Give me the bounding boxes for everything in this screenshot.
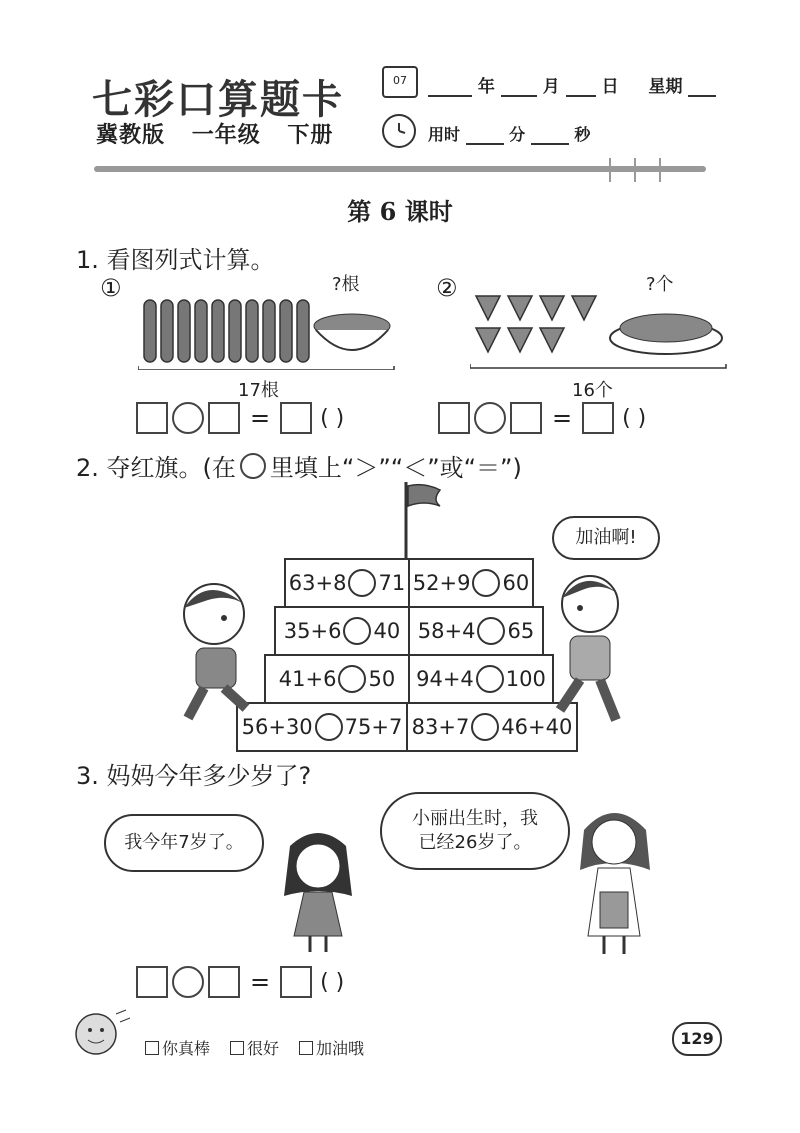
compare-circle[interactable] bbox=[472, 569, 500, 597]
q1-part2-total-label: 16个 bbox=[572, 380, 613, 401]
rating-option-keep-going[interactable]: 加油哦 bbox=[299, 1036, 364, 1059]
pyramid-tier-1 bbox=[284, 558, 534, 608]
compare-circle[interactable] bbox=[348, 569, 376, 597]
rating-option-great[interactable]: 你真棒 bbox=[145, 1036, 210, 1059]
q1-part1-marker: ① bbox=[100, 274, 122, 302]
time-minutes-label: 分 bbox=[509, 125, 526, 144]
circle-icon bbox=[240, 453, 266, 479]
unit-parenthesis[interactable]: ( ) bbox=[320, 405, 345, 431]
comparison-cell: 35+6 40 bbox=[283, 619, 401, 643]
mom-illustration bbox=[570, 800, 660, 960]
pyramid-tier-4 bbox=[236, 702, 578, 752]
comparison-cell: 56+30 75+7 bbox=[241, 715, 403, 739]
mom-speech-line1: 小丽出生时，我 bbox=[412, 808, 538, 829]
self-rating bbox=[145, 1036, 364, 1059]
compare-circle[interactable] bbox=[338, 665, 366, 693]
compare-circle[interactable] bbox=[476, 665, 504, 693]
mom-speech-bubble bbox=[380, 792, 570, 870]
unit-parenthesis[interactable]: ( ) bbox=[320, 969, 345, 995]
checkbox-icon[interactable] bbox=[145, 1041, 159, 1055]
divider-ornament bbox=[600, 156, 670, 184]
answer-box[interactable] bbox=[136, 966, 168, 998]
date-day-label: 日 bbox=[601, 77, 619, 97]
answer-box[interactable] bbox=[208, 966, 240, 998]
brand-title: 七彩口算题卡 bbox=[92, 76, 344, 123]
edition-volume: 下册 bbox=[287, 123, 334, 148]
answer-box[interactable] bbox=[136, 402, 168, 434]
q1-title: 1. 看图列式计算。 bbox=[76, 246, 275, 274]
compare-circle[interactable] bbox=[471, 713, 499, 741]
edition-grade: 一年级 bbox=[191, 123, 261, 148]
comparison-cell: 94+4 100 bbox=[408, 656, 552, 702]
calendar-day: 07 bbox=[393, 74, 407, 87]
comparison-cell: 52+9 60 bbox=[408, 560, 532, 606]
date-weekday-label: 星期 bbox=[648, 77, 683, 97]
boy-running-right-illustration bbox=[546, 570, 636, 730]
girl-illustration bbox=[270, 826, 366, 956]
q1-part1-question-label: ?根 bbox=[332, 274, 360, 295]
edition-publisher: 冀教版 bbox=[96, 123, 166, 148]
q1-part2-equation bbox=[438, 402, 646, 434]
mascot-illustration bbox=[66, 1006, 136, 1068]
q3-equation bbox=[136, 966, 344, 998]
q2-title bbox=[76, 448, 522, 483]
checkbox-icon[interactable] bbox=[299, 1041, 313, 1055]
compare-circle[interactable] bbox=[343, 617, 371, 645]
operator-circle[interactable] bbox=[474, 402, 506, 434]
page-number: 129 bbox=[672, 1022, 722, 1056]
cucumber-illustration bbox=[138, 286, 398, 370]
rating-option-good[interactable]: 很好 bbox=[230, 1036, 279, 1059]
q1-part1-total-label: 17根 bbox=[238, 380, 279, 401]
q2-title-pre: 2. 夺红旗。(在 bbox=[76, 454, 236, 482]
checkbox-icon[interactable] bbox=[230, 1041, 244, 1055]
q3-title: 3. 妈妈今年多少岁了? bbox=[76, 762, 312, 790]
strawberry-illustration bbox=[470, 286, 730, 370]
pyramid-tier-3 bbox=[264, 654, 554, 704]
comparison-cell: 41+6 50 bbox=[278, 667, 396, 691]
date-month-label: 月 bbox=[542, 77, 560, 97]
lesson-title: 第 6 课时 bbox=[347, 197, 453, 226]
equals-sign: = bbox=[552, 404, 573, 432]
comparison-cell: 58+4 65 bbox=[408, 608, 542, 654]
equals-sign: = bbox=[250, 404, 271, 432]
answer-box[interactable] bbox=[582, 402, 614, 434]
operator-circle[interactable] bbox=[172, 966, 204, 998]
red-flag-icon bbox=[396, 480, 456, 560]
clock-icon bbox=[382, 114, 416, 148]
edition-info bbox=[96, 118, 351, 149]
compare-circle[interactable] bbox=[315, 713, 343, 741]
compare-circle[interactable] bbox=[477, 617, 505, 645]
unit-parenthesis[interactable]: ( ) bbox=[622, 405, 647, 431]
q1-part2-marker: ② bbox=[436, 274, 458, 302]
answer-box[interactable] bbox=[280, 966, 312, 998]
date-fields bbox=[428, 72, 716, 97]
time-fields bbox=[428, 122, 590, 145]
speech-text: 加油啊! bbox=[575, 527, 637, 548]
pyramid-tier-2 bbox=[274, 606, 544, 656]
mom-speech-line2: 已经26岁了。 bbox=[418, 832, 532, 853]
date-year-label: 年 bbox=[477, 77, 495, 97]
girl-speech-bubble bbox=[104, 814, 264, 872]
q2-title-post: 里填上“＞”“＜”或“＝”) bbox=[269, 454, 522, 482]
boy-running-left-illustration bbox=[168, 578, 268, 738]
equals-sign: = bbox=[250, 968, 271, 996]
girl-speech-text: 我今年7岁了。 bbox=[124, 832, 244, 853]
time-seconds-label: 秒 bbox=[574, 125, 591, 144]
answer-box[interactable] bbox=[280, 402, 312, 434]
operator-circle[interactable] bbox=[172, 402, 204, 434]
answer-box[interactable] bbox=[438, 402, 470, 434]
speech-bubble-cheer bbox=[552, 516, 660, 560]
answer-box[interactable] bbox=[510, 402, 542, 434]
comparison-cell: 63+8 71 bbox=[288, 571, 406, 595]
time-label: 用时 bbox=[428, 125, 461, 144]
comparison-cell: 83+7 46+40 bbox=[406, 704, 576, 750]
calendar-icon bbox=[382, 66, 418, 98]
answer-box[interactable] bbox=[208, 402, 240, 434]
q1-part1-equation bbox=[136, 402, 344, 434]
q1-part2-question-label: ?个 bbox=[646, 274, 674, 295]
